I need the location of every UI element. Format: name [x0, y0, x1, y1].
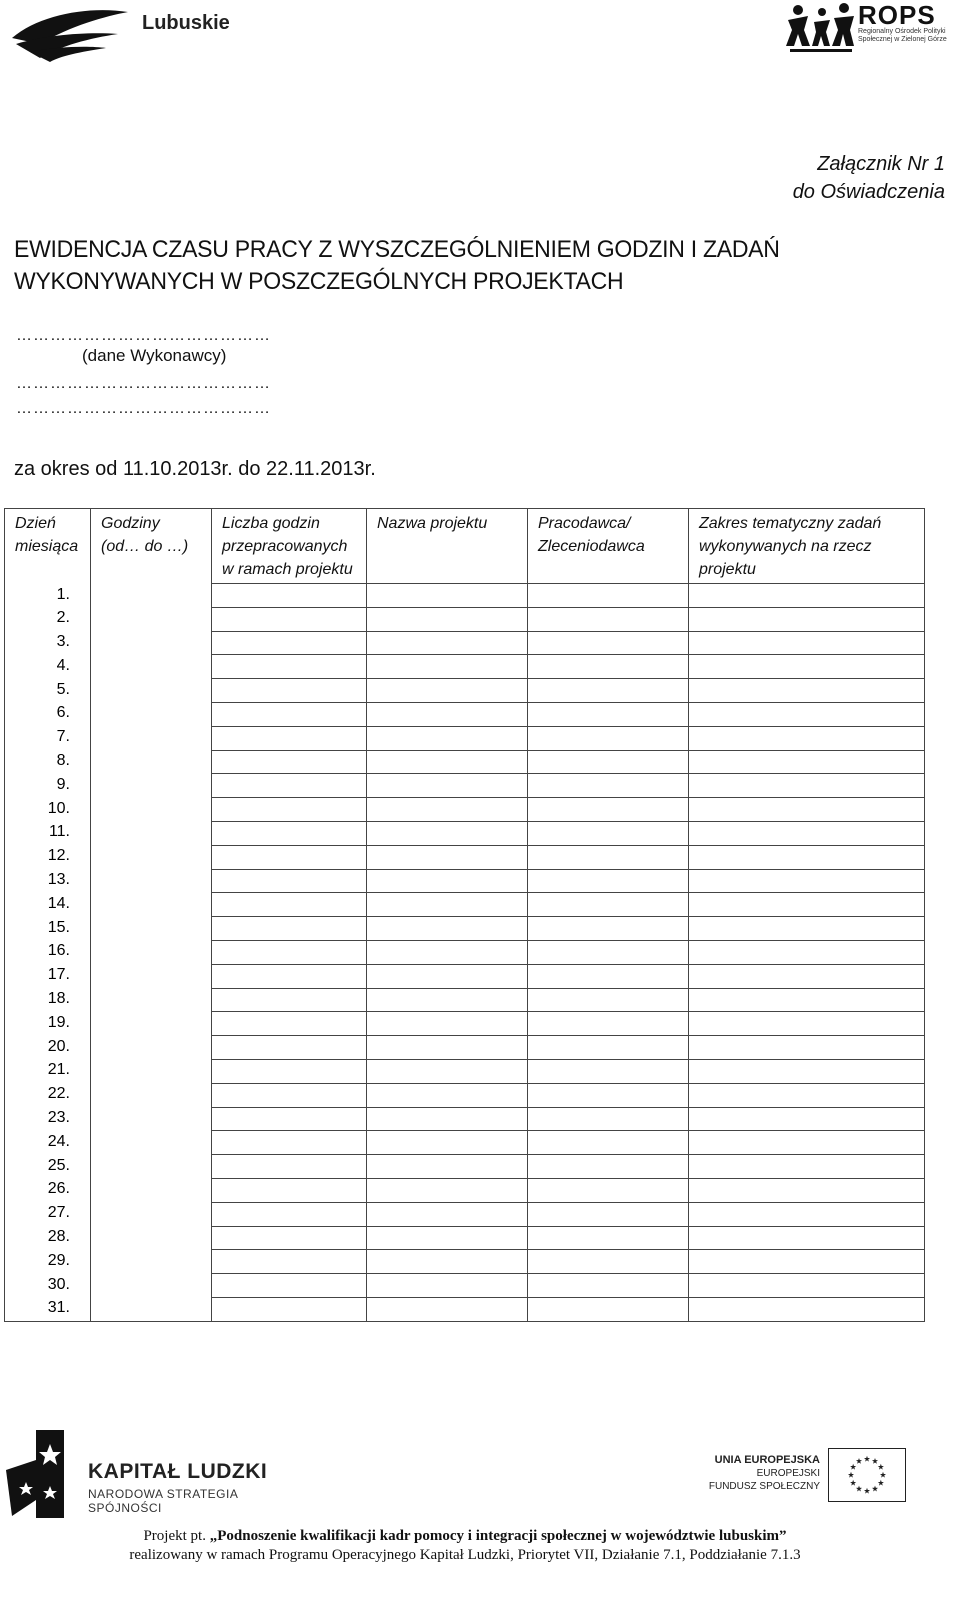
- task-scope-cell[interactable]: [689, 1083, 925, 1107]
- footer-project-line: [0, 1528, 930, 1545]
- table-row: [5, 893, 925, 917]
- task-scope-cell[interactable]: [689, 1107, 925, 1131]
- hours-cell[interactable]: [91, 1083, 212, 1107]
- hours-count-cell[interactable]: [212, 845, 367, 869]
- kapital-ludzki-logo: [6, 1430, 306, 1525]
- hours-count-cell[interactable]: [212, 655, 367, 679]
- header-day: Dzień miesiąca: [5, 509, 91, 584]
- project-name-cell[interactable]: [367, 1178, 528, 1202]
- eu-star-icon: [850, 1464, 856, 1470]
- eu-star-icon: [850, 1480, 856, 1486]
- eu-star-icon: [878, 1480, 884, 1486]
- task-scope-cell[interactable]: [689, 988, 925, 1012]
- employer-cell[interactable]: [528, 1178, 689, 1202]
- day-cell: 21.: [5, 1059, 91, 1083]
- eu-star-icon: [864, 1456, 870, 1462]
- task-scope-cell[interactable]: [689, 584, 925, 608]
- employer-cell[interactable]: [528, 1274, 689, 1298]
- task-scope-cell[interactable]: [689, 726, 925, 750]
- day-cell: 30.: [5, 1274, 91, 1298]
- project-name-cell[interactable]: [367, 726, 528, 750]
- project-name-cell[interactable]: [367, 584, 528, 608]
- table-row: [5, 679, 925, 703]
- task-scope-cell[interactable]: [689, 1202, 925, 1226]
- hours-cell[interactable]: [91, 631, 212, 655]
- footer-project-prefix: Projekt pt.: [143, 1528, 210, 1544]
- table-row: [5, 1202, 925, 1226]
- hours-count-cell[interactable]: [212, 1059, 367, 1083]
- project-name-cell[interactable]: [367, 1083, 528, 1107]
- day-cell: 7.: [5, 726, 91, 750]
- annex-label: [793, 150, 945, 206]
- timesheet-table: [4, 508, 925, 1322]
- employer-cell[interactable]: [528, 679, 689, 703]
- hours-cell[interactable]: [91, 988, 212, 1012]
- hours-cell[interactable]: [91, 1107, 212, 1131]
- footer-project-name: „Podnoszenie kwalifikacji kadr pomocy i integracji społecznej w województwie lubuskim”: [209, 1528, 787, 1544]
- table-row: [5, 869, 925, 893]
- task-scope-cell[interactable]: [689, 1178, 925, 1202]
- hours-cell[interactable]: [91, 655, 212, 679]
- table-row: [5, 631, 925, 655]
- employer-cell[interactable]: [528, 964, 689, 988]
- eu-line-1: UNIA EUROPEJSKA: [714, 1454, 820, 1466]
- table-row: [5, 1178, 925, 1202]
- table-row: [5, 964, 925, 988]
- project-name-cell[interactable]: [367, 798, 528, 822]
- project-name-cell[interactable]: [367, 1274, 528, 1298]
- day-cell: 5.: [5, 679, 91, 703]
- table-row: [5, 1012, 925, 1036]
- table-row: [5, 1250, 925, 1274]
- table-row: [5, 1297, 925, 1321]
- employer-cell[interactable]: [528, 940, 689, 964]
- eu-star-icon: [872, 1486, 878, 1492]
- day-cell: 17.: [5, 964, 91, 988]
- title-line-2: WYKONYWANYCH W POSZCZEGÓLNYCH PROJEKTACH: [14, 268, 624, 295]
- employer-cell[interactable]: [528, 845, 689, 869]
- hours-count-cell[interactable]: [212, 1202, 367, 1226]
- hours-cell[interactable]: [91, 821, 212, 845]
- employer-cell[interactable]: [528, 821, 689, 845]
- project-name-cell[interactable]: [367, 893, 528, 917]
- eu-line-2: EUROPEJSKI: [756, 1468, 820, 1479]
- day-cell: 2.: [5, 607, 91, 631]
- eu-logo-text: [700, 1454, 820, 1493]
- hours-count-cell[interactable]: [212, 869, 367, 893]
- day-cell: 12.: [5, 845, 91, 869]
- employer-cell[interactable]: [528, 1131, 689, 1155]
- hours-count-cell[interactable]: [212, 702, 367, 726]
- task-scope-cell[interactable]: [689, 917, 925, 941]
- table-row: [5, 702, 925, 726]
- hours-count-cell[interactable]: [212, 1107, 367, 1131]
- period-text: za okres od 11.10.2013r. do 22.11.2013r.: [14, 458, 376, 480]
- table-row: [5, 655, 925, 679]
- project-name-cell[interactable]: [367, 750, 528, 774]
- hours-cell[interactable]: [91, 1274, 212, 1298]
- table-row: [5, 798, 925, 822]
- hours-count-cell[interactable]: [212, 607, 367, 631]
- table-row: [5, 1083, 925, 1107]
- employer-cell[interactable]: [528, 1226, 689, 1250]
- table-row: [5, 607, 925, 631]
- table-row: [5, 1274, 925, 1298]
- task-scope-cell[interactable]: [689, 750, 925, 774]
- kapital-ludzki-subtitle: NARODOWA STRATEGIA SPÓJNOŚCI: [88, 1487, 238, 1515]
- employer-cell[interactable]: [528, 750, 689, 774]
- contractor-dots-line-1: ………………………………………: [16, 327, 271, 344]
- table-row: [5, 1107, 925, 1131]
- kapital-ludzki-emblem-icon: [6, 1430, 76, 1520]
- eu-star-icon: [872, 1458, 878, 1464]
- task-scope-cell[interactable]: [689, 679, 925, 703]
- header-hours: Godziny (od… do …): [91, 509, 212, 584]
- hours-count-cell[interactable]: [212, 821, 367, 845]
- project-name-cell[interactable]: [367, 964, 528, 988]
- task-scope-cell[interactable]: [689, 798, 925, 822]
- employer-cell[interactable]: [528, 1202, 689, 1226]
- project-name-cell[interactable]: [367, 702, 528, 726]
- task-scope-cell[interactable]: [689, 964, 925, 988]
- day-cell: 31.: [5, 1297, 91, 1321]
- task-scope-cell[interactable]: [689, 1131, 925, 1155]
- hours-cell[interactable]: [91, 679, 212, 703]
- task-scope-cell[interactable]: [689, 1226, 925, 1250]
- employer-cell[interactable]: [528, 1059, 689, 1083]
- day-cell: 1.: [5, 584, 91, 608]
- table-row: [5, 1155, 925, 1179]
- hours-cell[interactable]: [91, 702, 212, 726]
- task-scope-cell[interactable]: [689, 1250, 925, 1274]
- hours-cell[interactable]: [91, 845, 212, 869]
- project-name-cell[interactable]: [367, 1155, 528, 1179]
- hours-count-cell[interactable]: [212, 584, 367, 608]
- hours-cell[interactable]: [91, 940, 212, 964]
- hours-cell[interactable]: [91, 750, 212, 774]
- day-cell: 6.: [5, 702, 91, 726]
- project-name-cell[interactable]: [367, 1107, 528, 1131]
- employer-cell[interactable]: [528, 798, 689, 822]
- employer-cell[interactable]: [528, 1107, 689, 1131]
- eu-star-icon: [848, 1472, 854, 1478]
- employer-cell[interactable]: [528, 631, 689, 655]
- hours-count-cell[interactable]: [212, 1274, 367, 1298]
- task-scope-cell[interactable]: [689, 1297, 925, 1321]
- day-cell: 23.: [5, 1107, 91, 1131]
- table-row: [5, 845, 925, 869]
- eu-star-icon: [880, 1472, 886, 1478]
- eu-star-icon: [878, 1464, 884, 1470]
- hours-cell[interactable]: [91, 893, 212, 917]
- task-scope-cell[interactable]: [689, 607, 925, 631]
- day-cell: 18.: [5, 988, 91, 1012]
- employer-cell[interactable]: [528, 1297, 689, 1321]
- table-body: [5, 584, 925, 1322]
- table-row: [5, 1036, 925, 1060]
- project-name-cell[interactable]: [367, 821, 528, 845]
- annex-line-2: do Oświadczenia: [792, 181, 945, 203]
- footer-program-line: realizowany w ramach Programu Operacyjnego Kapitał Ludzki, Priorytet VII, Działanie 7.1, Poddziałanie 7.1.3: [129, 1547, 801, 1563]
- rops-people-icon: [786, 0, 856, 56]
- day-cell: 20.: [5, 1036, 91, 1060]
- rops-logo-title: ROPS: [858, 0, 936, 30]
- hours-cell[interactable]: [91, 1202, 212, 1226]
- hours-cell[interactable]: [91, 1178, 212, 1202]
- project-name-cell[interactable]: [367, 1297, 528, 1321]
- hours-count-cell[interactable]: [212, 940, 367, 964]
- hours-count-cell[interactable]: [212, 1012, 367, 1036]
- project-name-cell[interactable]: [367, 917, 528, 941]
- contractor-label: (dane Wykonawcy): [82, 346, 227, 365]
- lubuskie-logo-text: Lubuskie: [142, 12, 230, 34]
- header-task-scope: Zakres tematyczny zadań wykonywanych na rzecz projektu: [689, 509, 925, 584]
- table-row: [5, 750, 925, 774]
- employer-cell[interactable]: [528, 655, 689, 679]
- day-cell: 3.: [5, 631, 91, 655]
- project-name-cell[interactable]: [367, 1036, 528, 1060]
- task-scope-cell[interactable]: [689, 1059, 925, 1083]
- task-scope-cell[interactable]: [689, 631, 925, 655]
- hours-cell[interactable]: [91, 798, 212, 822]
- hours-count-cell[interactable]: [212, 1297, 367, 1321]
- day-cell: 11.: [5, 821, 91, 845]
- day-cell: 19.: [5, 1012, 91, 1036]
- task-scope-cell[interactable]: [689, 869, 925, 893]
- eu-star-icon: [864, 1488, 870, 1494]
- hours-cell[interactable]: [91, 1250, 212, 1274]
- task-scope-cell[interactable]: [689, 845, 925, 869]
- contractor-dots-line-2: ………………………………………: [16, 375, 271, 392]
- project-name-cell[interactable]: [367, 1202, 528, 1226]
- project-name-cell[interactable]: [367, 1131, 528, 1155]
- hours-cell[interactable]: [91, 1012, 212, 1036]
- hours-count-cell[interactable]: [212, 988, 367, 1012]
- lubuskie-emblem-icon: [10, 4, 138, 64]
- task-scope-cell[interactable]: [689, 893, 925, 917]
- task-scope-cell[interactable]: [689, 1155, 925, 1179]
- task-scope-cell[interactable]: [689, 1012, 925, 1036]
- annex-line-1: Załącznik Nr 1: [817, 153, 945, 175]
- employer-cell[interactable]: [528, 1250, 689, 1274]
- task-scope-cell[interactable]: [689, 774, 925, 798]
- day-cell: 16.: [5, 940, 91, 964]
- hours-count-cell[interactable]: [212, 1250, 367, 1274]
- table-row: [5, 1131, 925, 1155]
- header-project-name: Nazwa projektu: [367, 509, 528, 584]
- hours-cell[interactable]: [91, 917, 212, 941]
- employer-cell[interactable]: [528, 1036, 689, 1060]
- project-name-cell[interactable]: [367, 607, 528, 631]
- table-header-row: [5, 509, 925, 584]
- title-line-1: EWIDENCJA CZASU PRACY Z WYSZCZEGÓLNIENIEM GODZIN I ZADAŃ: [14, 236, 780, 263]
- task-scope-cell[interactable]: [689, 1274, 925, 1298]
- project-name-cell[interactable]: [367, 940, 528, 964]
- hours-cell[interactable]: [91, 1059, 212, 1083]
- hours-count-cell[interactable]: [212, 964, 367, 988]
- project-name-cell[interactable]: [367, 679, 528, 703]
- day-cell: 26.: [5, 1178, 91, 1202]
- employer-cell[interactable]: [528, 1083, 689, 1107]
- employer-cell[interactable]: [528, 869, 689, 893]
- employer-cell[interactable]: [528, 1155, 689, 1179]
- eu-star-icon: [856, 1458, 862, 1464]
- table-row: [5, 584, 925, 608]
- hours-count-cell[interactable]: [212, 1155, 367, 1179]
- employer-cell[interactable]: [528, 584, 689, 608]
- employer-cell[interactable]: [528, 917, 689, 941]
- hours-count-cell[interactable]: [212, 750, 367, 774]
- hours-cell[interactable]: [91, 1297, 212, 1321]
- employer-cell[interactable]: [528, 1012, 689, 1036]
- day-cell: 25.: [5, 1155, 91, 1179]
- hours-cell[interactable]: [91, 1226, 212, 1250]
- hours-count-cell[interactable]: [212, 893, 367, 917]
- task-scope-cell[interactable]: [689, 1036, 925, 1060]
- hours-count-cell[interactable]: [212, 1226, 367, 1250]
- lubuskie-logo: [10, 4, 250, 64]
- table-row: [5, 774, 925, 798]
- eu-star-icon: [856, 1486, 862, 1492]
- task-scope-cell[interactable]: [689, 821, 925, 845]
- hours-count-cell[interactable]: [212, 631, 367, 655]
- day-cell: 27.: [5, 1202, 91, 1226]
- eu-line-3: FUNDUSZ SPOŁECZNY: [708, 1481, 820, 1492]
- project-name-cell[interactable]: [367, 1226, 528, 1250]
- hours-cell[interactable]: [91, 1036, 212, 1060]
- hours-count-cell[interactable]: [212, 1131, 367, 1155]
- eu-flag-icon: [828, 1448, 906, 1502]
- task-scope-cell[interactable]: [689, 940, 925, 964]
- employer-cell[interactable]: [528, 988, 689, 1012]
- employer-cell[interactable]: [528, 774, 689, 798]
- project-name-cell[interactable]: [367, 869, 528, 893]
- eu-logo: [700, 1446, 910, 1504]
- day-cell: 4.: [5, 655, 91, 679]
- header-employer: Pracodawca/ Zleceniodawca: [528, 509, 689, 584]
- table-row: [5, 940, 925, 964]
- hours-cell[interactable]: [91, 869, 212, 893]
- project-name-cell[interactable]: [367, 631, 528, 655]
- table-row: [5, 988, 925, 1012]
- project-name-cell[interactable]: [367, 655, 528, 679]
- hours-cell[interactable]: [91, 774, 212, 798]
- task-scope-cell[interactable]: [689, 702, 925, 726]
- employer-cell[interactable]: [528, 607, 689, 631]
- table-row: [5, 1226, 925, 1250]
- rops-logo-subtitle: Regionalny Ośrodek Polityki Społecznej w Zielonej Górze: [858, 28, 947, 43]
- hours-count-cell[interactable]: [212, 917, 367, 941]
- project-name-cell[interactable]: [367, 1059, 528, 1083]
- rops-logo: [786, 0, 946, 64]
- hours-cell[interactable]: [91, 607, 212, 631]
- day-cell: 22.: [5, 1083, 91, 1107]
- hours-cell[interactable]: [91, 964, 212, 988]
- employer-cell[interactable]: [528, 702, 689, 726]
- hours-count-cell[interactable]: [212, 1178, 367, 1202]
- employer-cell[interactable]: [528, 726, 689, 750]
- table-row: [5, 726, 925, 750]
- hours-count-cell[interactable]: [212, 1083, 367, 1107]
- header-hours-count: Liczba godzin przepracowanych w ramach projektu: [212, 509, 367, 584]
- hours-cell[interactable]: [91, 726, 212, 750]
- day-cell: 10.: [5, 798, 91, 822]
- project-name-cell[interactable]: [367, 774, 528, 798]
- project-name-cell[interactable]: [367, 1012, 528, 1036]
- day-cell: 8.: [5, 750, 91, 774]
- document-title: [14, 234, 878, 298]
- project-name-cell[interactable]: [367, 845, 528, 869]
- kapital-ludzki-title: KAPITAŁ LUDZKI: [88, 1460, 268, 1483]
- project-name-cell[interactable]: [367, 988, 528, 1012]
- hours-cell[interactable]: [91, 1131, 212, 1155]
- day-cell: 14.: [5, 893, 91, 917]
- hours-count-cell[interactable]: [212, 726, 367, 750]
- day-cell: 9.: [5, 774, 91, 798]
- employer-cell[interactable]: [528, 893, 689, 917]
- day-cell: 13.: [5, 869, 91, 893]
- table-row: [5, 1059, 925, 1083]
- hours-count-cell[interactable]: [212, 798, 367, 822]
- project-name-cell[interactable]: [367, 1250, 528, 1274]
- day-cell: 28.: [5, 1226, 91, 1250]
- hours-count-cell[interactable]: [212, 1036, 367, 1060]
- day-cell: 29.: [5, 1250, 91, 1274]
- table-row: [5, 821, 925, 845]
- hours-cell[interactable]: [91, 584, 212, 608]
- hours-cell[interactable]: [91, 1155, 212, 1179]
- hours-count-cell[interactable]: [212, 679, 367, 703]
- task-scope-cell[interactable]: [689, 655, 925, 679]
- day-cell: 24.: [5, 1131, 91, 1155]
- table-row: [5, 917, 925, 941]
- hours-count-cell[interactable]: [212, 774, 367, 798]
- day-cell: 15.: [5, 917, 91, 941]
- contractor-dots-line-3: ………………………………………: [16, 400, 271, 417]
